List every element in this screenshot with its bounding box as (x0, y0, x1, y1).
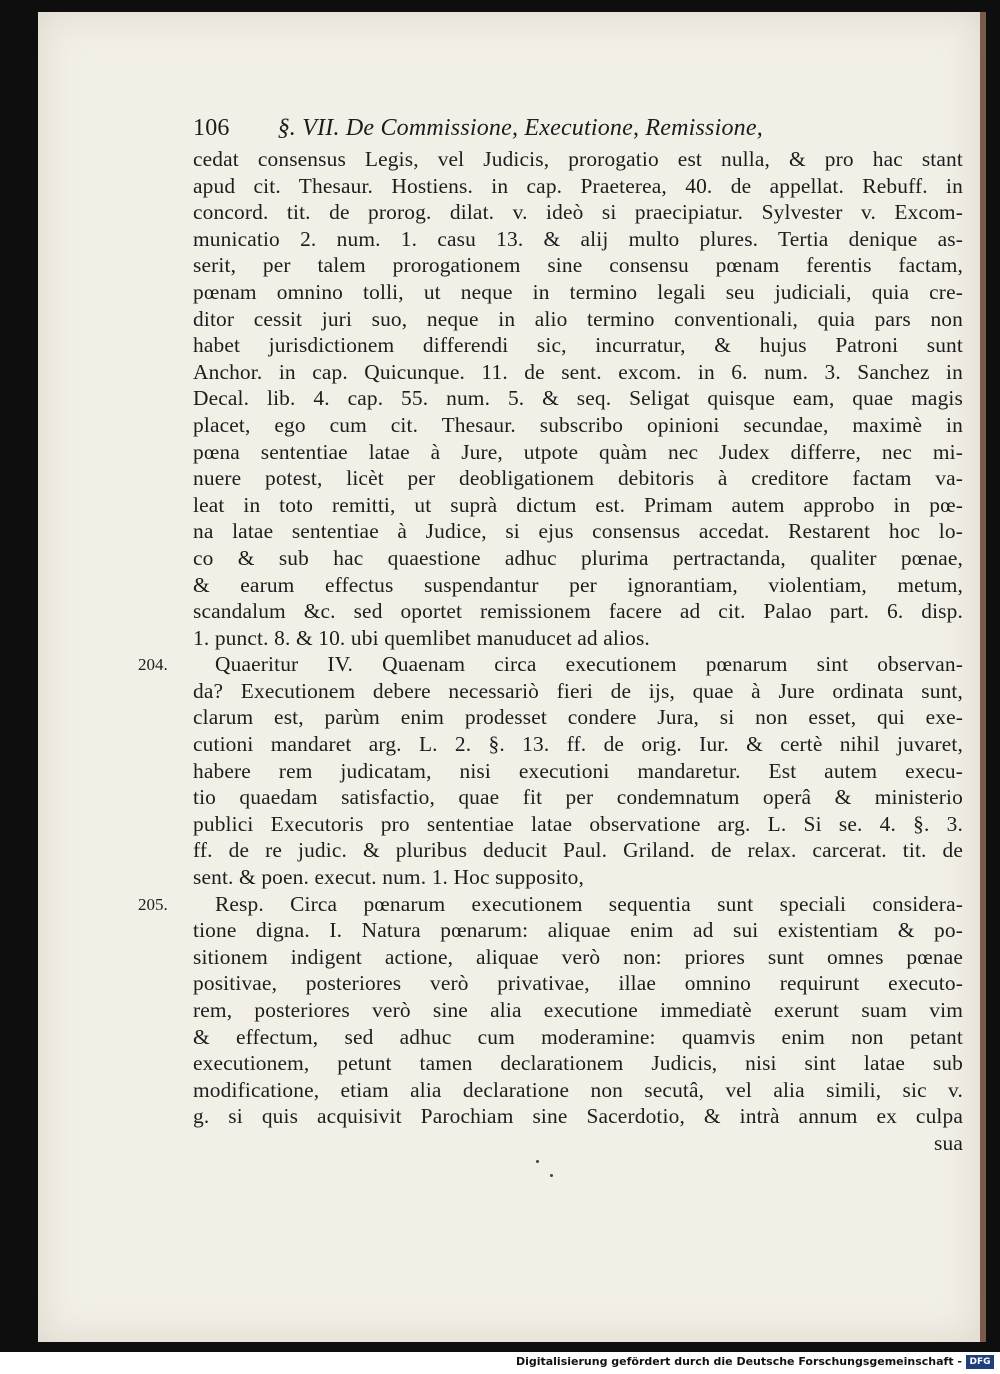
text-line: Decal. lib. 4. cap. 55. num. 5. & seq. Seligat quisque eam, quae magis (193, 386, 963, 411)
ink-speck (536, 1160, 539, 1163)
text-line: da? Executionem debere necessariò fieri de ijs, quae à Jure ordinata sunt, (193, 678, 963, 703)
text-line: modificatione, etiam alia declaratione non secutâ, vel alia simili, sic v. (193, 1077, 963, 1102)
ink-speck (550, 1174, 553, 1177)
text-line: & earum effectus suspendantur per ignorantiam, violentiam, metum, (193, 572, 963, 597)
text-line: g. si quis acquisivit Parochiam sine Sacerdotio, & intrà annum ex culpa (193, 1104, 963, 1129)
text-line: executionem, petunt tamen declarationem Judicis, nisi sint latae sub (193, 1051, 963, 1076)
text-line: scandalum &c. sed oportet remissionem facere ad cit. Palao part. 6. disp. (193, 599, 963, 624)
paragraph-204 (138, 651, 963, 678)
text-line: Resp. Circa pœnarum executionem sequentia sunt speciali considera- (215, 891, 963, 916)
text-line: positivae, posteriores verò privativae, illae omnino requirunt executo- (193, 971, 963, 996)
text-line: clarum est, parùm enim prodesset condere Jura, si non esset, qui exe- (193, 705, 963, 730)
text-line: placet, ego cum cit. Thesaur. subscribo opinioni secundae, maximè in (193, 412, 963, 437)
text-line: ff. de re judic. & pluribus deducit Paul. Griland. de relax. carcerat. tit. de (193, 838, 963, 863)
text-line: sent. & poen. execut. num. 1. Hoc supposito, (193, 865, 584, 890)
text-line: concord. tit. de prorog. dilat. v. ideò si praecipiatur. Sylvester v. Excom- (193, 200, 963, 225)
running-head (193, 110, 963, 146)
footer-bar (0, 1352, 1000, 1374)
text-line: cedat consensus Legis, vel Judicis, prorogatio est nulla, & pro hac stant (193, 147, 963, 171)
text-line: serit, per talem prorogationem sine consensu pœnam ferentis factam, (193, 253, 963, 278)
text-line: tio quaedam satisfactio, quae fit per condemnatum operâ & ministerio (193, 785, 963, 810)
body-text (138, 146, 963, 1157)
text-line: pœna sententiae latae à Jure, utpote quàm nec Judex differre, nec mi- (193, 439, 963, 464)
text-line: na latae sententiae à Judice, si ejus consensus accedat. Restarent hoc lo- (193, 519, 963, 544)
dfg-logo: DFG (966, 1355, 994, 1369)
margin-number: 205. (138, 894, 168, 914)
text-line: sitionem indigent actione, aliquae verò non: priores sunt omnes pœnae (193, 944, 963, 969)
text-line: leat in toto remitti, ut suprà dictum est. Primam autem approbo in pœ- (193, 492, 963, 517)
text-line: co & sub hac quaestione adhuc plurima pertractanda, qualiter pœnae, (193, 545, 963, 570)
text-line: & effectum, sed adhuc cum moderamine: quamvis enim non petant (193, 1024, 963, 1049)
text-line: rem, posteriores verò sine alia executione immediatè exerunt suam vim (193, 998, 963, 1022)
margin-number: 204. (138, 655, 168, 675)
text-line: pœnam omnino tolli, ut neque in termino legali seu judiciali, quia cre- (193, 279, 963, 304)
text-line: Anchor. in cap. Quicunque. 11. de sent. excom. in 6. num. 3. Sanchez in (193, 359, 963, 384)
text-line: ditor cessit juri suo, neque in alio termino conventionali, quia pars non (193, 306, 963, 331)
text-line: nuere potest, licèt per deobligationem debitoris à creditore factam va- (193, 466, 963, 491)
page-text-block (138, 110, 963, 1157)
text-line: apud cit. Thesaur. Hostiens. in cap. Praeterea, 40. de appellat. Rebuff. in (193, 173, 963, 198)
catchword: sua (934, 1130, 963, 1155)
text-line: tione digna. I. Natura pœnarum: aliquae enim ad sui existentiam & po- (193, 918, 963, 943)
running-head-title: §. VII. De Commissione, Executione, Remissione, (277, 115, 763, 141)
funding-credit: Digitalisierung gefördert durch die Deutsche Forschungsgemeinschaft - (515, 1355, 962, 1368)
text-line: cutioni mandaret arg. L. 2. §. 13. ff. de orig. Iur. & certè nihil juvaret, (193, 732, 963, 757)
text-line: publici Executoris pro sententiae latae observatione arg. L. Si se. 4. §. 3. (193, 811, 963, 836)
paragraph-205 (138, 891, 963, 918)
text-line: Quaeritur IV. Quaenam circa executionem pœnarum sint observan- (215, 652, 963, 677)
text-line: municatio 2. num. 1. casu 13. & alij multo plures. Tertia denique as- (193, 226, 963, 251)
book-page (38, 12, 986, 1342)
page-number: 106 (193, 115, 230, 141)
text-line: habere rem judicatam, nisi executioni mandaretur. Est autem execu- (193, 758, 963, 783)
text-line: habet jurisdictionem differendi sic, incurratur, & hujus Patroni sunt (193, 333, 963, 358)
text-line: 1. punct. 8. & 10. ubi quemlibet manuducet ad alios. (193, 625, 650, 650)
